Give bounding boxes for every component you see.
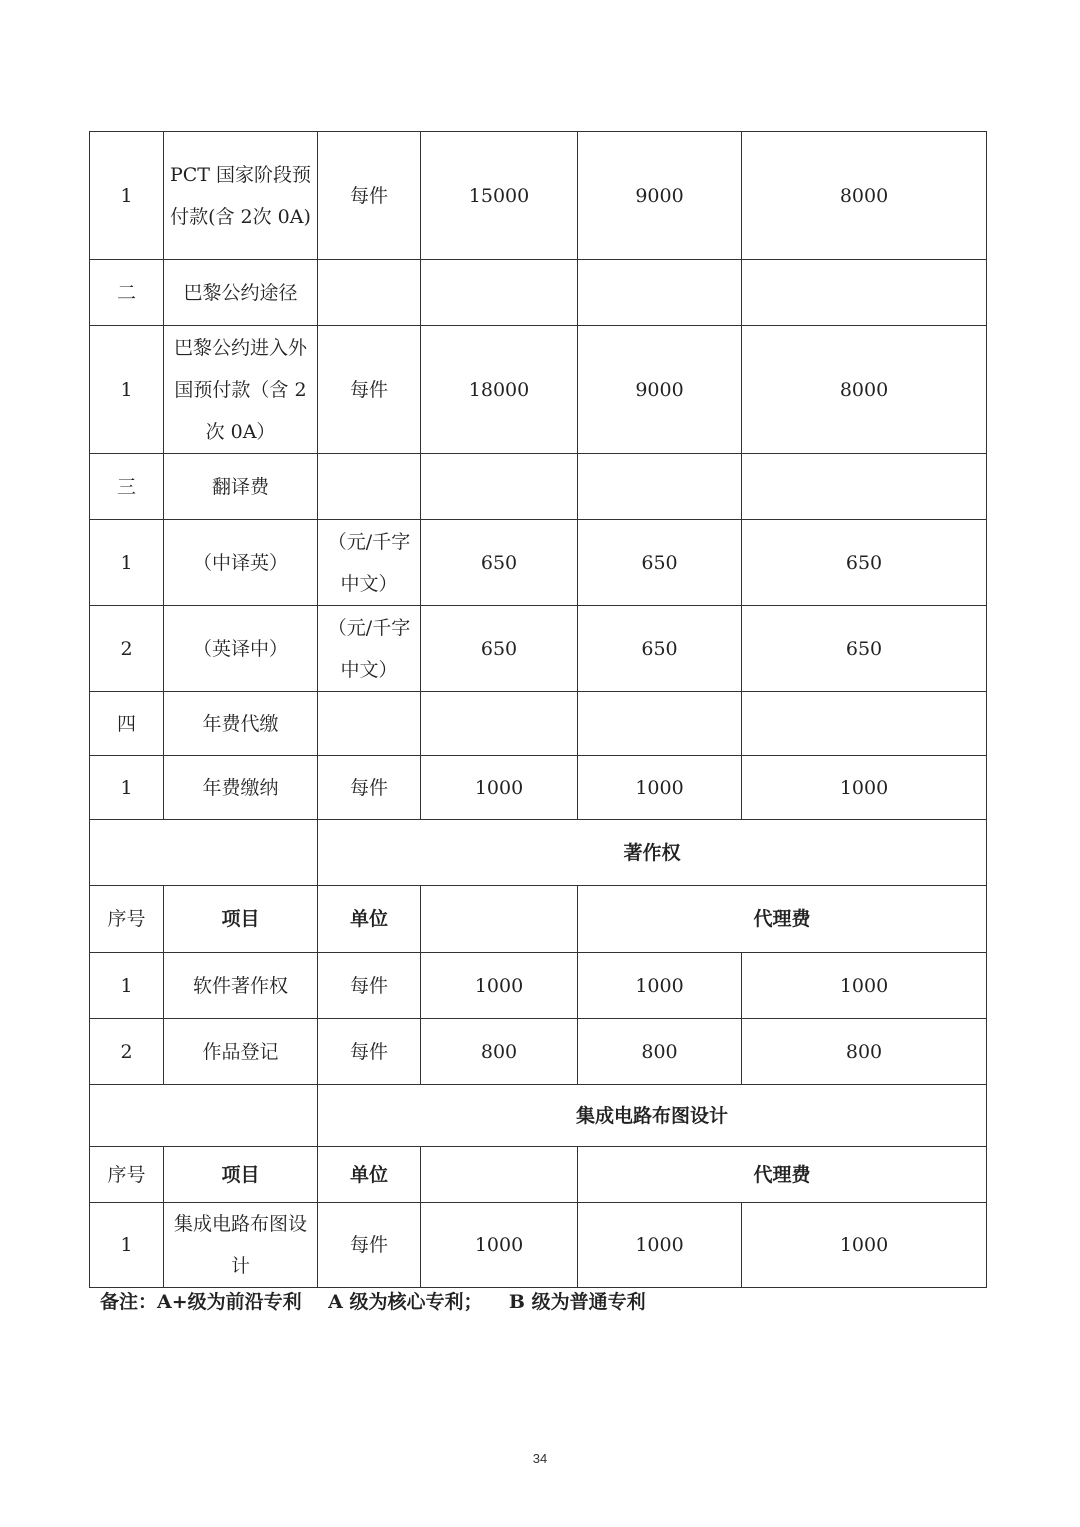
header-agency-fee: 代理费 [578, 886, 987, 953]
unit-cell [318, 454, 421, 520]
empty-cell [421, 886, 578, 953]
fee-a-plus [421, 454, 578, 520]
fee-a-plus: 1000 [421, 1203, 578, 1288]
section-number: 四 [90, 692, 164, 756]
fee-a-plus: 800 [421, 1019, 578, 1085]
fee-a [578, 454, 742, 520]
fee-a: 9000 [578, 326, 742, 454]
fee-a: 1000 [578, 756, 742, 820]
fee-b [742, 454, 987, 520]
fee-b: 8000 [742, 326, 987, 454]
table-row [90, 953, 987, 1019]
item-name: 巴黎公约进入外国预付款（含 2 次 0A） [164, 326, 318, 454]
copyright-section-title: 著作权 [318, 820, 987, 886]
fee-b: 8000 [742, 132, 987, 260]
header-item: 项目 [164, 886, 318, 953]
section-row [90, 454, 987, 520]
fee-b: 650 [742, 520, 987, 606]
item-name: PCT 国家阶段预付款(含 2次 0A) [164, 132, 318, 260]
section-name: 巴黎公约途径 [164, 260, 318, 326]
fee-a: 1000 [578, 953, 742, 1019]
unit-cell [318, 260, 421, 326]
item-name: （英译中） [164, 606, 318, 692]
table-row [90, 1019, 987, 1085]
item-name: 年费缴纳 [164, 756, 318, 820]
fee-a-plus [421, 692, 578, 756]
fee-a [578, 260, 742, 326]
fee-a-plus: 650 [421, 520, 578, 606]
table-row [90, 326, 987, 454]
fee-b: 1000 [742, 756, 987, 820]
row-number: 1 [90, 326, 164, 454]
page-number: 34 [532, 1451, 548, 1466]
section-number: 三 [90, 454, 164, 520]
fee-a: 800 [578, 1019, 742, 1085]
fee-a-plus: 1000 [421, 756, 578, 820]
fee-a: 650 [578, 520, 742, 606]
fee-a [578, 692, 742, 756]
unit-cell: 每件 [318, 953, 421, 1019]
item-name: （中译英） [164, 520, 318, 606]
header-unit: 单位 [318, 1147, 421, 1203]
fee-table [89, 131, 987, 1288]
fee-a: 650 [578, 606, 742, 692]
fee-a-plus: 18000 [421, 326, 578, 454]
fee-b: 1000 [742, 1203, 987, 1288]
fee-a-plus [421, 260, 578, 326]
ic-layout-section-title: 集成电路布图设计 [318, 1085, 987, 1147]
section-number: 二 [90, 260, 164, 326]
fee-b: 800 [742, 1019, 987, 1085]
unit-cell: 每件 [318, 756, 421, 820]
fee-a-plus: 650 [421, 606, 578, 692]
item-name: 软件著作权 [164, 953, 318, 1019]
row-number: 2 [90, 606, 164, 692]
section-name: 年费代缴 [164, 692, 318, 756]
row-number: 1 [90, 953, 164, 1019]
section-row [90, 260, 987, 326]
header-number: 序号 [90, 886, 164, 953]
fee-b: 1000 [742, 953, 987, 1019]
unit-cell: （元/千字中文） [318, 520, 421, 606]
fee-a-plus: 1000 [421, 953, 578, 1019]
row-number: 1 [90, 132, 164, 260]
row-number: 1 [90, 756, 164, 820]
header-agency-fee: 代理费 [578, 1147, 987, 1203]
unit-cell: 每件 [318, 1019, 421, 1085]
header-row [90, 1147, 987, 1203]
section-title-row [90, 820, 987, 886]
row-number: 1 [90, 520, 164, 606]
header-unit: 单位 [318, 886, 421, 953]
empty-cell [90, 820, 318, 886]
section-title-row [90, 1085, 987, 1147]
header-number: 序号 [90, 1147, 164, 1203]
item-name: 集成电路布图设计 [164, 1203, 318, 1288]
row-number: 1 [90, 1203, 164, 1288]
fee-b: 650 [742, 606, 987, 692]
unit-cell: 每件 [318, 132, 421, 260]
fee-a: 1000 [578, 1203, 742, 1288]
table-row [90, 132, 987, 260]
footnote: 备注：A+级为前沿专利 A 级为核心专利； B 级为普通专利 [100, 1291, 646, 1313]
fee-a: 9000 [578, 132, 742, 260]
header-item: 项目 [164, 1147, 318, 1203]
table-row [90, 756, 987, 820]
empty-cell [421, 1147, 578, 1203]
unit-cell: 每件 [318, 1203, 421, 1288]
table-row [90, 1203, 987, 1288]
section-name: 翻译费 [164, 454, 318, 520]
row-number: 2 [90, 1019, 164, 1085]
item-name: 作品登记 [164, 1019, 318, 1085]
unit-cell [318, 692, 421, 756]
fee-b [742, 692, 987, 756]
unit-cell: （元/千字中文） [318, 606, 421, 692]
unit-cell: 每件 [318, 326, 421, 454]
fee-a-plus: 15000 [421, 132, 578, 260]
empty-cell [90, 1085, 318, 1147]
fee-b [742, 260, 987, 326]
section-row [90, 692, 987, 756]
header-row [90, 886, 987, 953]
table-row [90, 520, 987, 606]
table-row [90, 606, 987, 692]
